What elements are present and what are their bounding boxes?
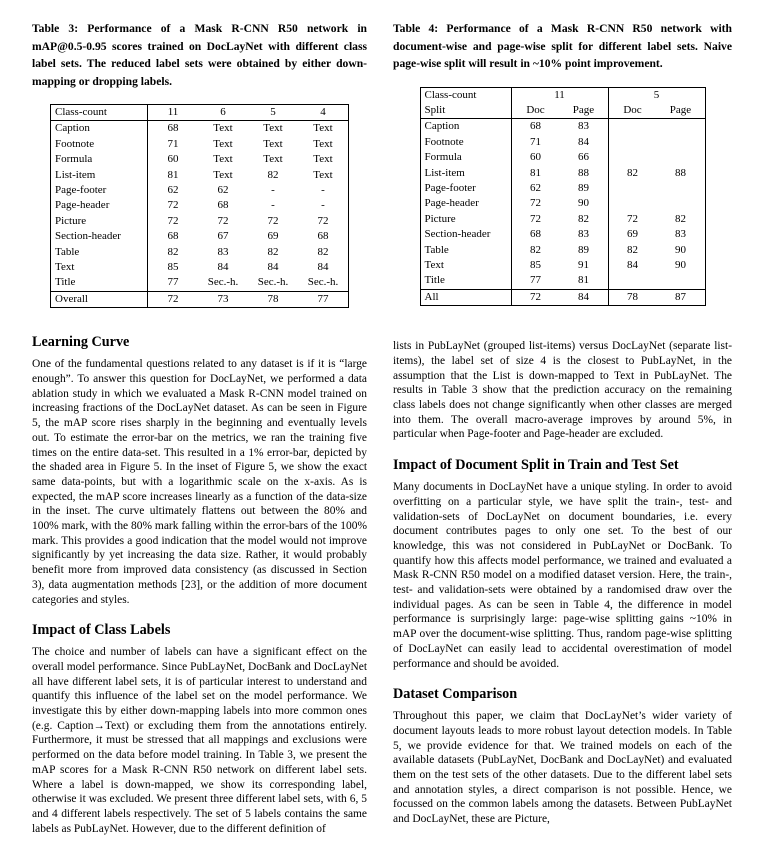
table-cell: Table (55, 245, 80, 258)
table-row (51, 245, 349, 260)
table3-header-row (51, 105, 349, 121)
column-header: 6 (198, 105, 248, 121)
table-cell: Section-header (55, 230, 121, 243)
table-row (420, 212, 705, 227)
table-row (51, 121, 349, 137)
table-cell: Text (213, 168, 233, 181)
table-cell: Text (263, 122, 283, 135)
table-cell: 90 (675, 258, 686, 271)
table-row (420, 119, 705, 135)
table-cell: Text (313, 122, 333, 135)
table-cell: 85 (511, 258, 560, 273)
table-row (51, 229, 349, 244)
table-row (51, 198, 349, 213)
table-cell: 77 (148, 275, 199, 291)
table-cell: 68 (148, 229, 199, 244)
table-cell: 84 (217, 261, 229, 274)
table-cell: 82 (675, 212, 686, 225)
table-cell: Page-header (55, 199, 110, 212)
table-row (420, 273, 705, 289)
table-row (51, 260, 349, 275)
table-row (420, 150, 705, 165)
table-row (420, 196, 705, 211)
column-group-header: 11 (511, 87, 608, 103)
table4-footer-row (420, 289, 705, 305)
table-cell: Page-header (424, 197, 479, 210)
table-cell: Text (313, 153, 333, 166)
table-row (420, 166, 705, 181)
table-row (420, 243, 705, 258)
table-cell: 82 (317, 245, 329, 258)
table-cell: List-item (55, 168, 96, 181)
table3-footer-row (51, 291, 349, 307)
section-heading-impact-of-document-split: Impact of Document Split in Train and Test Set (393, 457, 679, 474)
table-cell: Page-footer (424, 181, 476, 194)
table-cell: 82 (608, 166, 657, 181)
table-cell: Text (263, 153, 283, 166)
table-cell: - (271, 199, 275, 212)
table-cell: Text (213, 137, 233, 150)
table-cell: Sec.-h. (257, 276, 289, 289)
table-cell: 88 (578, 166, 589, 179)
table-cell: 83 (578, 228, 589, 241)
table-cell: 73 (198, 291, 248, 307)
table-row (51, 275, 349, 291)
table-cell: 82 (608, 243, 657, 258)
table-cell: 67 (217, 230, 229, 243)
table-cell: 72 (511, 196, 560, 211)
table-cell: 68 (317, 230, 329, 243)
table-cell: Picture (424, 212, 456, 225)
table-cell: Section-header (424, 228, 491, 241)
table-cell: 81 (511, 166, 560, 181)
table-cell: 72 (267, 214, 279, 227)
table-cell: 72 (511, 212, 560, 227)
table-cell: 60 (148, 152, 199, 167)
table-cell: 72 (608, 212, 657, 227)
paragraph-continuation: lists in PubLayNet (grouped list-items) versus DocLayNet (separate list-items), the label set of size 4 is the closest to PubLayNet, in the assumption that the List is down-mapped to Text in PubLayNet. The results in Table 3 show that the prediction accuracy on the remaining class labels does not change significantly when other classes are merged into them. The overall macro-average improves by around 5%, in particular when Page-footer and Page-header are excluded. (393, 340, 732, 441)
table-cell (608, 181, 657, 196)
table-row (51, 152, 349, 167)
table4-caption: Table 4: Performance of a Mask R-CNN R50 network with document-wise and page-wise split for different label sets. Naive page-wise split will result in ~10% point improvement. (393, 22, 732, 70)
table-cell: Title (55, 276, 76, 289)
section-heading-learning-curve: Learning Curve (32, 334, 130, 351)
table-cell (608, 150, 657, 165)
table-cell: Text (263, 137, 283, 150)
table-cell: 62 (511, 181, 560, 196)
table-cell: 68 (511, 227, 560, 242)
table-cell: 69 (267, 230, 279, 243)
table-cell (657, 181, 706, 196)
paragraph: Many documents in DocLayNet have a unique styling. In order to avoid overfitting on a particular style, we have split the train-, test- and validation-sets of DocLayNet on document boundaries, i.e. every document contributes pages to only one set. To the best of our knowledge, this was not considered in PubLayNet or DocBank. To quantify how this affects model performance, we trained and evaluated a Mask R-CNN R50 model on a modified dataset version. Here, the train-, test- and validation-sets were obtained by a randomised draw over the individual pages. As can be seen in Table 4, the difference in model performance is surprisingly large: page-wise splitting gains ~10% in mAP over the document-wise splitting. Thus, random page-wise splitting of DocLayNet can easily lead to accidental overestimation of model performance and should be avoided. (393, 481, 732, 670)
table-cell: 68 (217, 199, 229, 212)
table-cell: All (420, 289, 511, 305)
table-cell: 68 (511, 119, 560, 135)
table-cell: Text (424, 258, 444, 271)
table-cell: 83 (578, 120, 589, 133)
table-cell: 72 (148, 214, 199, 229)
paragraph: One of the fundamental questions related to any dataset is if it is “large enough”. To answer this question for DocLayNet, we performed a data ablation study in which we evaluated a Mask R-CNN model trained on increasing fractions of the DocLayNet dataset. As can be seen in Figure 5, the mAP score rises sharply in the beginning and eventually levels out. To estimate the error-bar on the metrics, we ran the training five times on the entire data-set. This resulted in a 1% error-bar, depicted by the shaded area in Figure 5. In the inset of Figure 5, we show the exact same data-points, but with a logarithmic scale on the x-axis. As is expected, the mAP score increases linearly as a function of the data-size in the inset. The curve ultimately flattens out between the 80% and 100% mark, with the 80% mark falling within the error-bars of the 100% mark. This provides a good indication that the model would not improve significantly by yet increasing the data size. Rather, it would probably benefit more from improved data consistency (as discussed in Section 3), data augmentation methods [23], or the addition of more document categories and styles. (32, 358, 367, 606)
right-body-text (393, 339, 732, 827)
table-cell: Text (213, 153, 233, 166)
table-cell: Overall (51, 291, 148, 307)
column-header: 11 (148, 105, 199, 121)
table-cell: 88 (675, 166, 686, 179)
table-cell: 84 (578, 135, 589, 148)
table-cell (657, 135, 706, 150)
table-cell: 85 (148, 260, 199, 275)
table-cell (657, 119, 706, 135)
column-header: Class-count (424, 88, 477, 101)
table-cell: 82 (578, 212, 589, 225)
table-cell: 82 (267, 245, 279, 258)
table-cell: 84 (317, 261, 329, 274)
table-cell: Picture (55, 214, 87, 227)
left-column (32, 20, 367, 836)
table-cell: Text (213, 122, 233, 135)
paragraph: Throughout this paper, we claim that DocLayNet’s wider variety of document layouts leads to more robust layout detection models. In Table 5, we provide evidence for that. We trained models on each of the available datasets (PubLayNet, DocBank and DocLayNet) and evaluated them on the test sets of the other datasets. Due to the different label sets and annotation styles, a direct comparison is not possible. Hence, we focussed on the common labels among the datasets. Between PubLayNet and DocLayNet, these are Picture, (393, 710, 732, 826)
table-cell: 81 (578, 274, 589, 287)
table-cell: 89 (578, 181, 589, 194)
column-header: Doc (511, 103, 560, 119)
table-cell: Title (424, 274, 445, 287)
table-cell: 77 (511, 273, 560, 289)
column-header: Page (657, 103, 706, 119)
paragraph: The choice and number of labels can have a significant effect on the overall model performance. Since PubLayNet, DocBank and DocLayNet all have different label sets, it is of particular interest to understand and quantify this influence of the label set on the model performance. We investigate this by either down-mapping labels into more common ones (e.g. Caption→Text) or excluding them from the annotations entirely. Furthermore, it must be stressed that all mappings and exclusions were performed on the data before model training. In Table 3, we present the mAP scores for a Mask R-CNN R50 network on different label sets. Where a label is down-mapped, we show its corresponding label, otherwise it was excluded. We present three different label sets, with 6, 5 and 4 different labels respectively. The set of 5 labels contains the same labels as PubLayNet. However, due to the different definition of (32, 646, 367, 835)
table-cell: Caption (424, 120, 460, 133)
table3-caption: Table 3: Performance of a Mask R-CNN R50 network in mAP@0.5-0.95 scores trained on DocLayNet with different class label sets. The reduced label sets were obtained by either down-mapping or dropping labels. (32, 22, 367, 88)
column-header: 4 (298, 105, 349, 121)
table-cell: Sec.-h. (207, 276, 239, 289)
table-cell: 83 (675, 228, 686, 241)
table-cell: 72 (148, 291, 199, 307)
table-cell: 82 (267, 168, 279, 181)
table-cell: 72 (511, 289, 560, 305)
table-cell: Formula (55, 153, 93, 166)
table-cell: 72 (217, 214, 229, 227)
section-heading-dataset-comparison: Dataset Comparison (393, 686, 518, 703)
table-cell: 60 (511, 150, 560, 165)
table-row (51, 168, 349, 183)
table-cell: Table (424, 243, 449, 256)
column-header: Page (560, 103, 609, 119)
table-cell: Footnote (55, 137, 95, 150)
table-cell: 83 (217, 245, 229, 258)
table-cell: 82 (511, 243, 560, 258)
table-cell: Text (313, 168, 333, 181)
table-cell: 77 (298, 291, 349, 307)
table-row (420, 227, 705, 242)
table-cell: Footnote (424, 135, 464, 148)
table-cell: 68 (148, 121, 199, 137)
table-cell: 66 (578, 151, 589, 164)
section-heading-impact-of-class-labels: Impact of Class Labels (32, 622, 171, 639)
column-group-header: 5 (608, 87, 705, 103)
table-row (420, 181, 705, 196)
table-cell: List-item (424, 166, 465, 179)
table-cell (608, 273, 657, 289)
table3 (50, 104, 349, 308)
table-cell (657, 150, 706, 165)
table-cell: 69 (608, 227, 657, 242)
column-header: 5 (248, 105, 298, 121)
left-body-text (32, 334, 367, 836)
column-header: Split (420, 103, 511, 119)
table-cell: - (321, 184, 325, 197)
table-cell: Caption (55, 122, 90, 135)
table-cell: - (271, 184, 275, 197)
table-row (420, 135, 705, 150)
table-cell (608, 119, 657, 135)
table-cell: 62 (217, 184, 229, 197)
table-cell: 72 (317, 214, 329, 227)
table-cell: Page-footer (55, 184, 107, 197)
table-row (51, 214, 349, 229)
table-cell: 78 (608, 289, 657, 305)
column-header: Doc (608, 103, 657, 119)
table4-header-row-1 (420, 87, 705, 103)
table-cell: Formula (424, 151, 462, 164)
table-cell (608, 196, 657, 211)
table-cell (657, 273, 706, 289)
table-row (420, 258, 705, 273)
right-column (393, 20, 732, 836)
table-cell: 81 (148, 168, 199, 183)
table-cell: 91 (578, 258, 589, 271)
table4-header-row-2 (420, 103, 705, 119)
table-cell (608, 135, 657, 150)
table-cell: 84 (608, 258, 657, 273)
table-cell: 84 (267, 261, 279, 274)
table-cell: 87 (657, 289, 706, 305)
table-cell: Sec.-h. (307, 276, 339, 289)
table-row (51, 183, 349, 198)
table-cell: 62 (148, 183, 199, 198)
table-cell: - (321, 199, 325, 212)
table-cell: 78 (248, 291, 298, 307)
table-cell: 90 (675, 243, 686, 256)
table-cell: 71 (511, 135, 560, 150)
table-cell: 84 (560, 289, 609, 305)
table-cell (657, 196, 706, 211)
table-cell: 90 (578, 197, 589, 210)
table-cell: 72 (148, 198, 199, 213)
table-cell: 82 (148, 245, 199, 260)
table-cell: Text (55, 261, 75, 274)
table-cell: 71 (148, 137, 199, 152)
table4 (420, 87, 706, 307)
table-cell: Text (313, 137, 333, 150)
column-header: Class-count (51, 105, 148, 121)
table-row (51, 137, 349, 152)
table-cell: 89 (578, 243, 589, 256)
